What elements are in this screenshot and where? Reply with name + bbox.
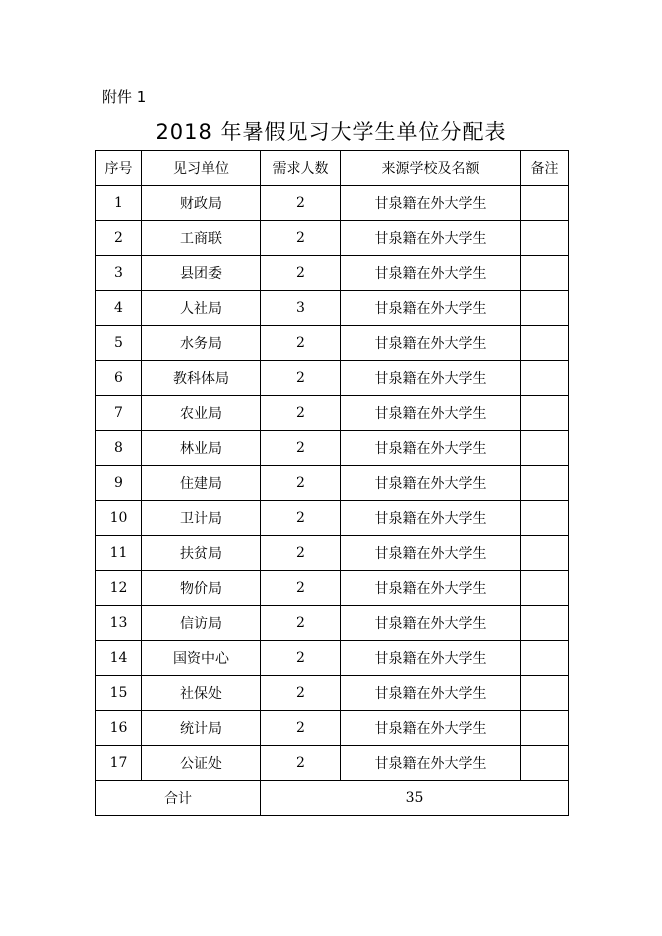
cell-note: [521, 536, 569, 571]
cell-unit: 教科体局: [142, 361, 261, 396]
cell-source: 甘泉籍在外大学生: [341, 186, 521, 221]
cell-count: 2: [261, 676, 341, 711]
cell-note: [521, 571, 569, 606]
cell-seq: 12: [96, 571, 142, 606]
cell-note: [521, 746, 569, 781]
table-row: [96, 641, 569, 676]
page-title: 2018 年暑假见习大学生单位分配表: [155, 120, 507, 144]
cell-seq: 7: [96, 396, 142, 431]
cell-seq: 14: [96, 641, 142, 676]
cell-source: 甘泉籍在外大学生: [341, 361, 521, 396]
cell-seq: 11: [96, 536, 142, 571]
table-row: [96, 466, 569, 501]
cell-note: [521, 396, 569, 431]
cell-source: 甘泉籍在外大学生: [341, 221, 521, 256]
cell-seq: 4: [96, 291, 142, 326]
cell-source: 甘泉籍在外大学生: [341, 676, 521, 711]
cell-seq: 8: [96, 431, 142, 466]
table-row: [96, 676, 569, 711]
cell-unit: 农业局: [142, 396, 261, 431]
cell-unit: 公证处: [142, 746, 261, 781]
cell-seq: 5: [96, 326, 142, 361]
cell-seq: 1: [96, 186, 142, 221]
cell-seq: 17: [96, 746, 142, 781]
cell-note: [521, 466, 569, 501]
cell-note: [521, 641, 569, 676]
cell-unit: 县团委: [142, 256, 261, 291]
cell-source: 甘泉籍在外大学生: [341, 536, 521, 571]
cell-unit: 财政局: [142, 186, 261, 221]
cell-source: 甘泉籍在外大学生: [341, 396, 521, 431]
cell-seq: 6: [96, 361, 142, 396]
cell-count: 2: [261, 746, 341, 781]
allocation-table: [95, 150, 569, 816]
table-row: [96, 326, 569, 361]
header-count: 需求人数: [261, 151, 341, 186]
cell-seq: 9: [96, 466, 142, 501]
cell-unit: 林业局: [142, 431, 261, 466]
table-row: [96, 431, 569, 466]
cell-source: 甘泉籍在外大学生: [341, 431, 521, 466]
cell-count: 2: [261, 361, 341, 396]
cell-note: [521, 431, 569, 466]
cell-seq: 2: [96, 221, 142, 256]
cell-source: 甘泉籍在外大学生: [341, 746, 521, 781]
cell-note: [521, 676, 569, 711]
table-row: [96, 361, 569, 396]
cell-unit: 物价局: [142, 571, 261, 606]
table-row: [96, 571, 569, 606]
cell-count: 2: [261, 186, 341, 221]
cell-seq: 15: [96, 676, 142, 711]
cell-note: [521, 256, 569, 291]
cell-seq: 16: [96, 711, 142, 746]
cell-unit: 工商联: [142, 221, 261, 256]
cell-count: 2: [261, 711, 341, 746]
cell-note: [521, 501, 569, 536]
cell-note: [521, 361, 569, 396]
cell-note: [521, 326, 569, 361]
cell-count: 2: [261, 606, 341, 641]
cell-note: [521, 291, 569, 326]
cell-unit: 统计局: [142, 711, 261, 746]
cell-source: 甘泉籍在外大学生: [341, 501, 521, 536]
total-value: 35: [261, 781, 569, 816]
table-header-row: [96, 151, 569, 186]
cell-unit: 社保处: [142, 676, 261, 711]
cell-seq: 13: [96, 606, 142, 641]
header-unit: 见习单位: [142, 151, 261, 186]
cell-count: 2: [261, 501, 341, 536]
cell-count: 2: [261, 221, 341, 256]
attachment-label: 附件 1: [102, 88, 147, 106]
cell-unit: 卫计局: [142, 501, 261, 536]
cell-count: 2: [261, 256, 341, 291]
cell-unit: 扶贫局: [142, 536, 261, 571]
header-seq: 序号: [96, 151, 142, 186]
header-source: 来源学校及名额: [341, 151, 521, 186]
cell-count: 2: [261, 326, 341, 361]
cell-count: 3: [261, 291, 341, 326]
cell-source: 甘泉籍在外大学生: [341, 606, 521, 641]
table-row: [96, 221, 569, 256]
table-row: [96, 396, 569, 431]
table-row: [96, 606, 569, 641]
cell-source: 甘泉籍在外大学生: [341, 571, 521, 606]
cell-source: 甘泉籍在外大学生: [341, 711, 521, 746]
cell-note: [521, 606, 569, 641]
cell-unit: 人社局: [142, 291, 261, 326]
cell-source: 甘泉籍在外大学生: [341, 641, 521, 676]
total-label: 合计: [96, 781, 261, 816]
cell-source: 甘泉籍在外大学生: [341, 326, 521, 361]
cell-source: 甘泉籍在外大学生: [341, 466, 521, 501]
cell-seq: 10: [96, 501, 142, 536]
cell-source: 甘泉籍在外大学生: [341, 256, 521, 291]
header-note: 备注: [521, 151, 569, 186]
cell-note: [521, 221, 569, 256]
cell-count: 2: [261, 641, 341, 676]
cell-unit: 水务局: [142, 326, 261, 361]
table-row: [96, 256, 569, 291]
table-row: [96, 711, 569, 746]
cell-note: [521, 711, 569, 746]
cell-unit: 信访局: [142, 606, 261, 641]
table-row: [96, 186, 569, 221]
table-row: [96, 746, 569, 781]
table-row: [96, 536, 569, 571]
cell-source: 甘泉籍在外大学生: [341, 291, 521, 326]
cell-unit: 住建局: [142, 466, 261, 501]
table-row: [96, 501, 569, 536]
cell-count: 2: [261, 431, 341, 466]
cell-note: [521, 186, 569, 221]
total-row: [96, 781, 569, 816]
cell-count: 2: [261, 396, 341, 431]
cell-count: 2: [261, 536, 341, 571]
cell-count: 2: [261, 466, 341, 501]
cell-unit: 国资中心: [142, 641, 261, 676]
cell-seq: 3: [96, 256, 142, 291]
cell-count: 2: [261, 571, 341, 606]
table-row: [96, 291, 569, 326]
